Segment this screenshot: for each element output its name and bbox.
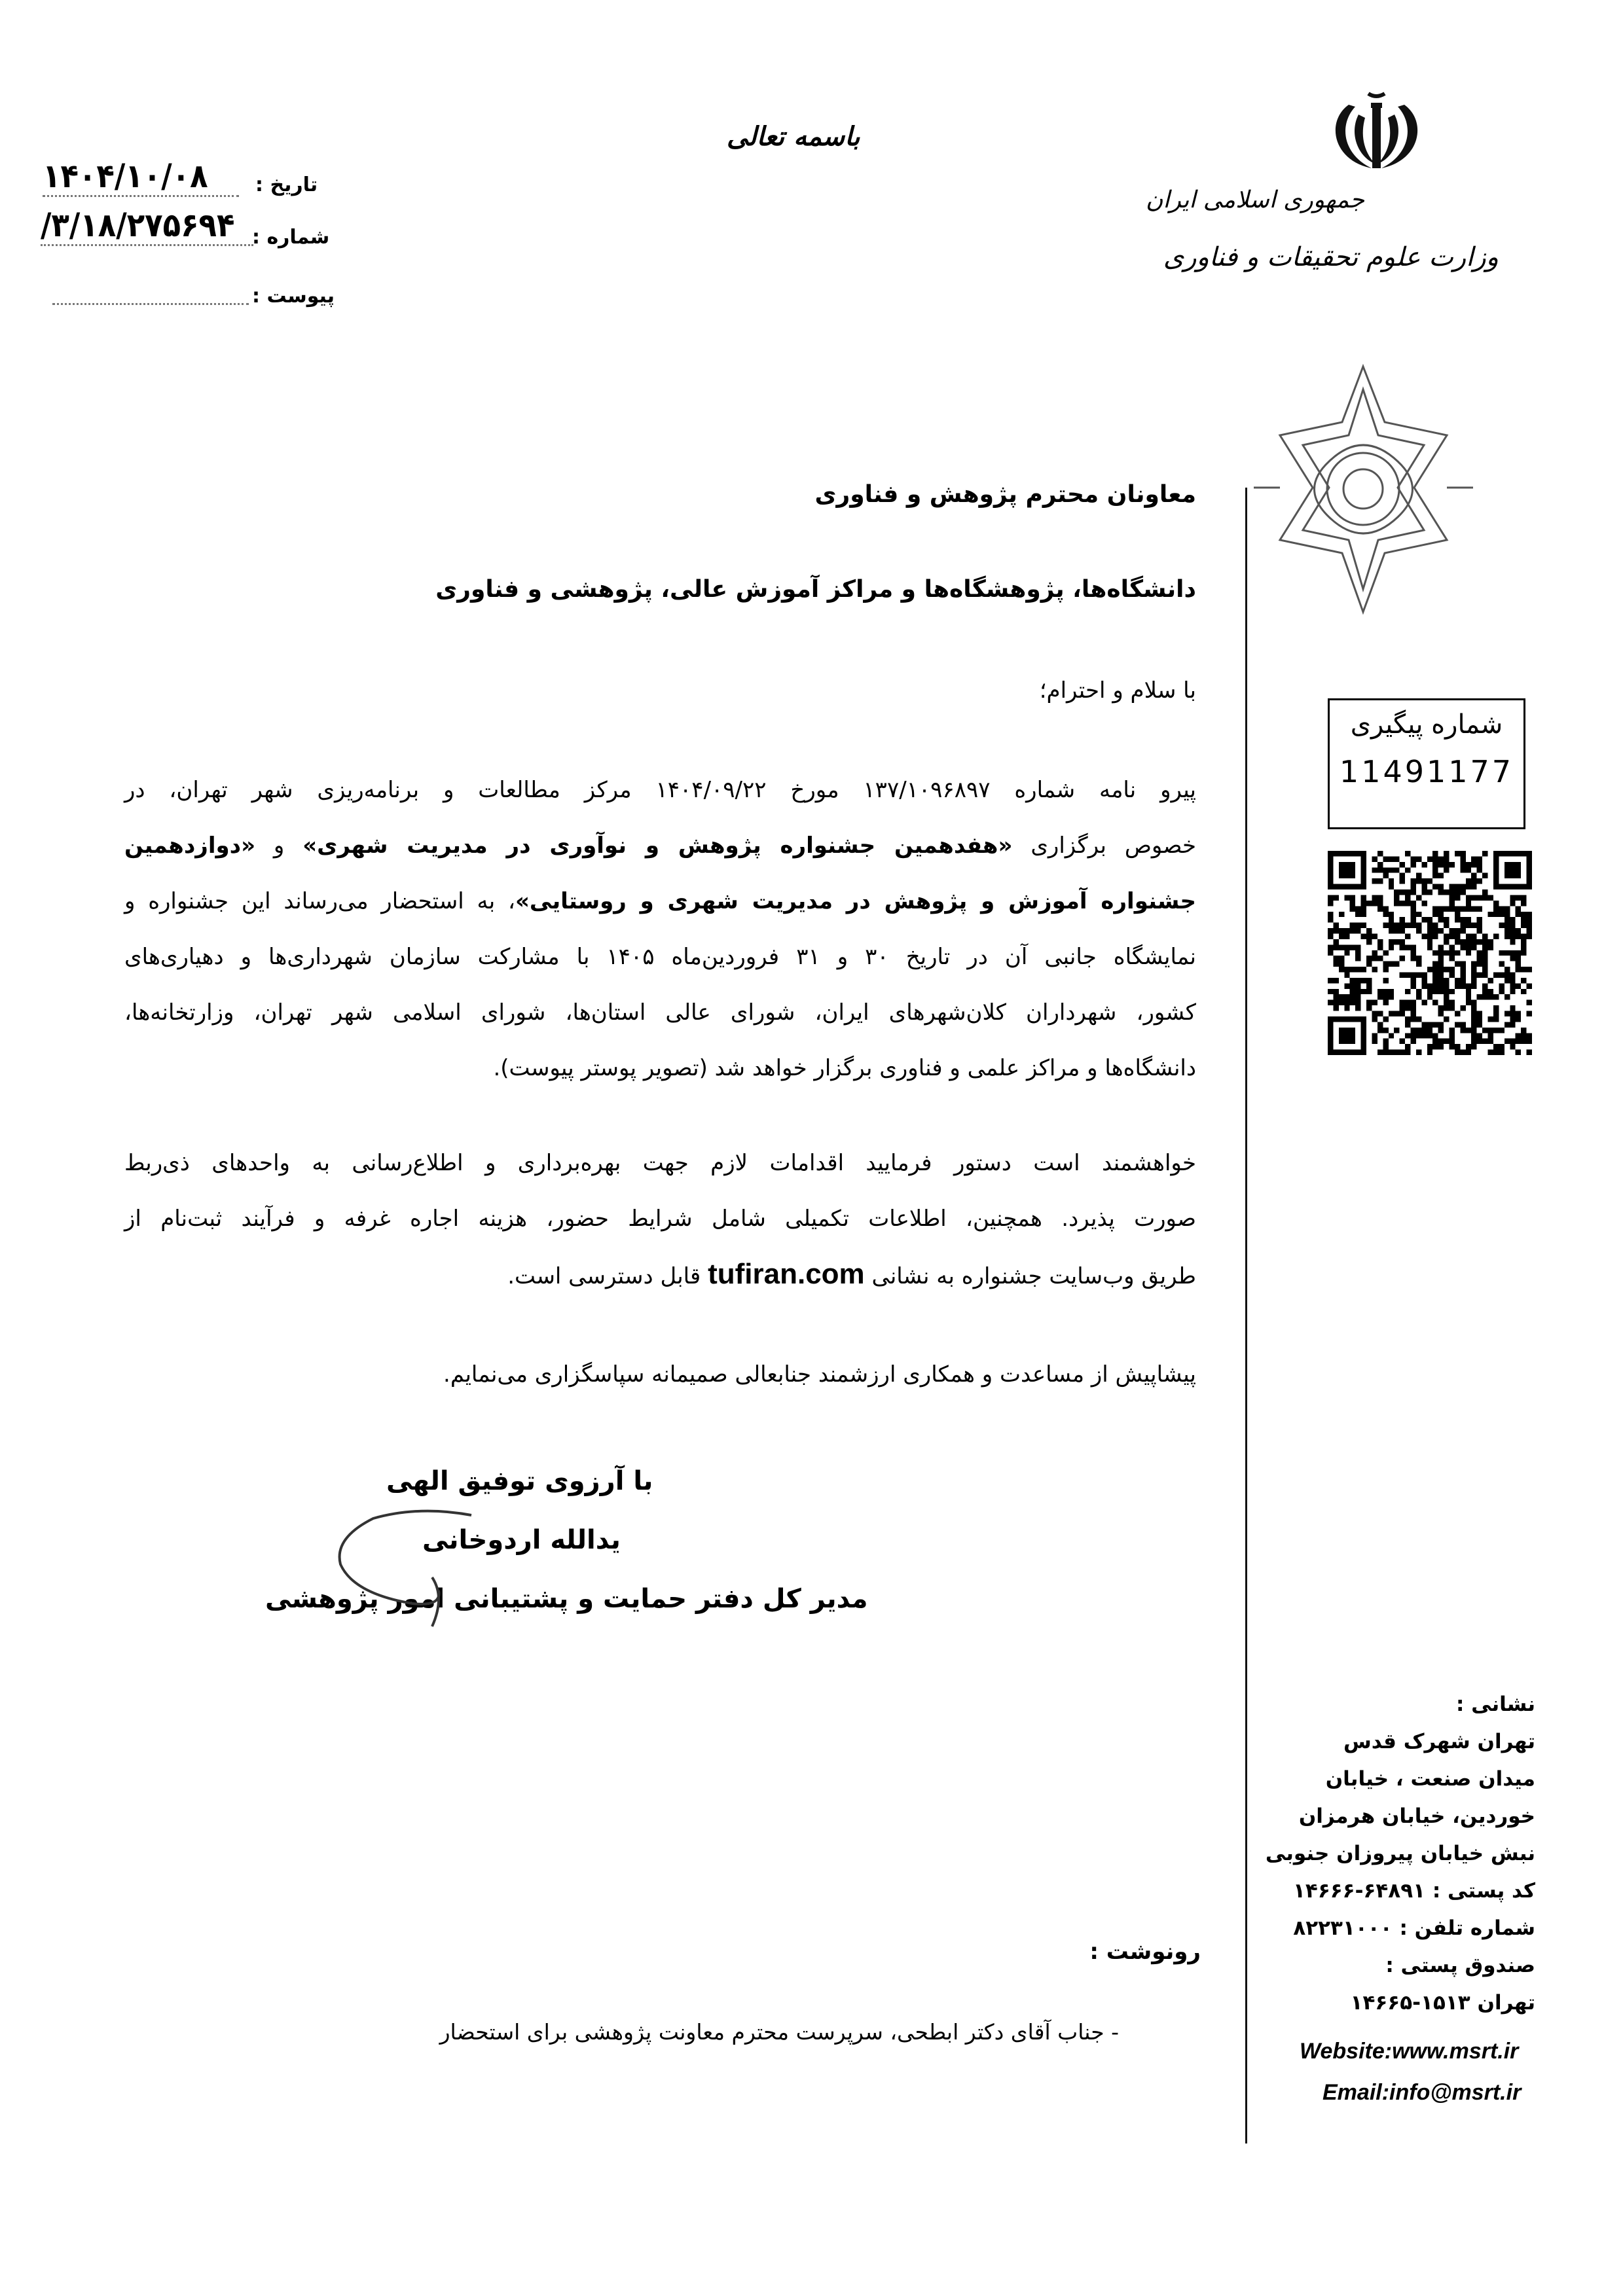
paragraph-line bbox=[124, 1147, 1196, 1179]
address-line: کد پستی : ۶۴۸۹۱-۱۴۶۶۶ bbox=[1292, 1879, 1535, 1903]
paragraph-line bbox=[124, 885, 1196, 918]
recipient-2: دانشگاه‌ها، پژوهشگاه‌ها و مراکز آموزش عالی، پژوهشی و فناوری bbox=[435, 576, 1196, 603]
text-segment: ، به استحضار می‌رساند این جشنواره و bbox=[124, 888, 515, 914]
text-segment: خصوص برگزاری bbox=[1012, 833, 1196, 859]
date-value: ۱۴۰۴/۱۰/۰۸ bbox=[43, 157, 239, 197]
paragraph-line bbox=[124, 996, 1196, 1029]
text-segment: دانشگاه‌ها و مراکز علمی و فناوری برگزار خواهد شد (تصویر پوستر پیوست). bbox=[493, 1055, 1196, 1081]
text-segment: خواهشمند است دستور فرمایید اقدامات لازم جهت بهره‌برداری و اطلاع‌رسانی به واحدهای ذی‌ربط bbox=[124, 1150, 1196, 1176]
salutation: با سلام و احترام؛ bbox=[1039, 677, 1196, 704]
bold-text: جشنواره آموزش و پژوهش در مدیریت شهری و روستایی» bbox=[515, 888, 1196, 914]
decorative-ornament bbox=[1250, 363, 1476, 615]
paragraph-line bbox=[124, 941, 1196, 973]
address-line: تهران شهرک قدس bbox=[1343, 1730, 1535, 1753]
address-line: خوردین، خیابان هرمزان bbox=[1298, 1804, 1535, 1828]
festival-website-link[interactable]: tufiran.com bbox=[708, 1258, 865, 1290]
signature-wish: با آرزوی توفیق الهی bbox=[386, 1466, 653, 1496]
address-line: تهران ۱۵۱۳-۱۴۶۶۵ bbox=[1350, 1991, 1535, 2015]
text-segment: کشور، شهرداران کلان‌شهرهای ایران، شورای عالی استان‌ها، شورای اسلامی شهر تهران، وزارتخانه‌ها، bbox=[124, 999, 1196, 1026]
email-text[interactable]: Email:info@msrt.ir bbox=[1322, 2080, 1522, 2105]
address-line: صندوق پستی : bbox=[1385, 1954, 1535, 1977]
vertical-divider bbox=[1245, 488, 1247, 2144]
address-line: نشانی : bbox=[1455, 1693, 1535, 1716]
text-segment: قابل دسترسی است. bbox=[507, 1263, 708, 1289]
attachment-label: پیوست : bbox=[252, 285, 335, 308]
cc-label: رونوشت : bbox=[1089, 1939, 1201, 1965]
address-line: شماره تلفن : ۸۲۲۳۱۰۰۰ bbox=[1293, 1916, 1535, 1940]
qr-code[interactable] bbox=[1328, 851, 1532, 1055]
text-segment: و bbox=[255, 833, 303, 859]
handwritten-signature bbox=[334, 1499, 504, 1630]
paragraph-line bbox=[124, 1052, 1196, 1085]
signatory-name: یدالله اردوخانی bbox=[422, 1525, 621, 1555]
closing-text: پیشاپیش از مساعدت و همکاری ارزشمند جنابعالی صمیمانه سپاسگزاری می‌نمایم. bbox=[443, 1361, 1196, 1388]
invocation: باسمه تعالی bbox=[727, 121, 860, 152]
number-value: /۳/۱۸/۲۷۵۶۹۴ bbox=[41, 206, 253, 246]
paragraph-line bbox=[124, 1258, 1196, 1293]
paragraph-line bbox=[124, 829, 1196, 862]
address-line: نبش خیابان پیروزان جنوبی bbox=[1265, 1842, 1535, 1865]
signatory-title: مدیر کل دفتر حمایت و پشتیبانی امور پژوهشی bbox=[265, 1584, 868, 1614]
text-segment: صورت پذیرد. همچنین، اطلاعات تکمیلی شامل شرایط حضور، هزینه اجاره غرفه و فرآیند ثبت‌نام از bbox=[124, 1206, 1196, 1232]
text-segment: طریق وب‌سایت جشنواره به نشانی bbox=[864, 1263, 1196, 1289]
date-label: تاریخ : bbox=[255, 173, 318, 196]
bold-text: «دوازدهمین bbox=[124, 833, 256, 859]
text-segment: نمایشگاه جانبی آن در تاریخ ۳۰ و ۳۱ فروردین‌ماه ۱۴۰۵ با مشارکت سازمان شهرداری‌ها و دهیاری‌های bbox=[124, 944, 1196, 970]
number-label: شماره : bbox=[252, 226, 330, 249]
bold-text: «هفدهمین جشنواره پژوهش و نوآوری در مدیریت شهری» bbox=[302, 833, 1013, 859]
tracking-number: 11491177 bbox=[1339, 754, 1514, 789]
tracking-box bbox=[1328, 698, 1525, 829]
iran-emblem-logo bbox=[1322, 88, 1431, 173]
text-segment: پیرو نامه شماره ۱۳۷/۱۰۹۶۸۹۷ مورخ ۱۴۰۴/۰۹/۲۲ مرکز مطالعات و برنامه‌ریزی شهر تهران، در bbox=[124, 777, 1197, 803]
country-name: جمهوری اسلامی ایران bbox=[1146, 187, 1364, 213]
website-text[interactable]: Website:www.msrt.ir bbox=[1300, 2039, 1519, 2064]
cc-item: - جناب آقای دکتر ابطحی، سرپرست محترم معاونت پژوهشی برای استحضار bbox=[439, 2019, 1119, 2045]
ministry-name: وزارت علوم تحقیقات و فناوری bbox=[1163, 242, 1499, 272]
tracking-label: شماره پیگیری bbox=[1350, 709, 1503, 740]
attachment-value-line bbox=[52, 302, 249, 305]
paragraph-line bbox=[124, 1202, 1196, 1235]
recipient-1: معاونان محترم پژوهش و فناوری bbox=[814, 481, 1196, 508]
paragraph-line bbox=[124, 774, 1196, 806]
address-line: میدان صنعت ، خیابان bbox=[1325, 1767, 1535, 1791]
